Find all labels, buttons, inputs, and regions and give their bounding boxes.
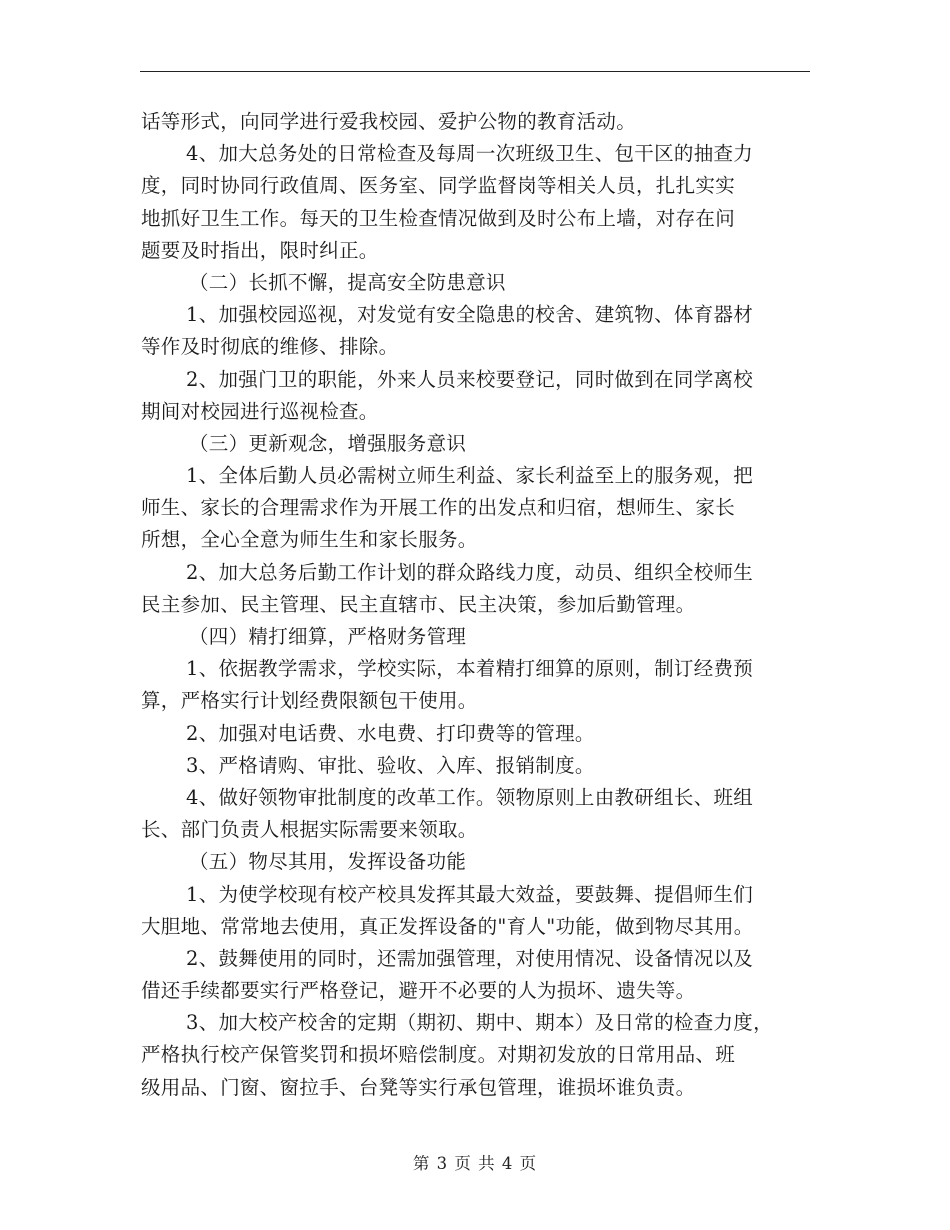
paragraph-line: 4、加大总务处的日常检查及每周一次班级卫生、包干区的抽查力 (186, 142, 754, 166)
section-heading: （二）长抓不懈，提高安全防患意识 (189, 270, 506, 294)
paragraph-line: 师生、家长的合理需求作为开展工作的出发点和归宿，想师生、家长 (141, 496, 736, 520)
paragraph-line: 1、加强校园巡视，对发觉有安全隐患的校舍、建筑物、体育器材 (186, 303, 754, 327)
paragraph-line: 2、加大总务后勤工作计划的群众路线力度，动员、组织全校师生 (186, 560, 754, 584)
paragraph-line: 2、鼓舞使用的同时，还需加强管理，对使用情况、设备情况以及 (186, 946, 754, 970)
paragraph-line: 地抓好卫生工作。每天的卫生检查情况做到及时公布上墙，对存在问 (141, 206, 736, 230)
paragraph-line: 3、加大校产校舍的定期（期初、期中、期本）及日常的检查力度， (186, 1011, 773, 1035)
section-heading: （三）更新观念，增强服务意识 (189, 431, 467, 455)
paragraph-line: 2、加强门卫的职能，外来人员来校要登记，同时做到在同学离校 (186, 367, 754, 391)
paragraph-line: 2、加强对电话费、水电费、打印费等的管理。 (186, 721, 595, 745)
paragraph-line: 所想，全心全意为师生生和家长服务。 (141, 528, 478, 552)
paragraph-line: 大胆地、常常地去使用，真正发挥设备的"育人"功能，做到物尽其用。 (141, 914, 754, 938)
paragraph-line: 1、为使学校现有校产校具发挥其最大效益，要鼓舞、提倡师生们 (186, 882, 754, 906)
paragraph-line: 长、部门负责人根据实际需要来领取。 (141, 818, 478, 842)
page-number-footer: 第 3 页 共 4 页 (412, 1154, 538, 1173)
paragraph-line: 期间对校园进行巡视检查。 (141, 399, 379, 423)
paragraph-line: 1、全体后勤人员必需树立师生利益、家长利益至上的服务观，把 (186, 464, 754, 488)
paragraph-line: 严格执行校产保管奖罚和损坏赔偿制度。对期初发放的日常用品、班 (141, 1043, 736, 1067)
section-heading: （五）物尽其用，发挥设备功能 (189, 850, 467, 874)
paragraph-line: 1、依据教学需求，学校实际，本着精打细算的原则，制订经费预 (186, 657, 754, 681)
document-body (141, 106, 821, 1104)
paragraph-line: 3、严格请购、审批、验收、入库、报销制度。 (186, 753, 595, 777)
paragraph-line: 话等形式，向同学进行爱我校园、爱护公物的教育活动。 (141, 110, 637, 133)
paragraph-line: 算，严格实行计划经费限额包干使用。 (141, 689, 478, 713)
section-heading: （四）精打细算，严格财务管理 (189, 625, 467, 648)
paragraph-line: 等作及时彻底的维修、排除。 (141, 335, 399, 359)
paragraph-line: 4、做好领物审批制度的改革工作。领物原则上由教研组长、班组 (186, 785, 754, 809)
header-rule (140, 71, 810, 72)
paragraph-line: 民主参加、民主管理、民主直辖市、民主决策，参加后勤管理。 (141, 592, 696, 616)
paragraph-line: 借还手续都要实行严格登记，避开不必要的人为损坏、遗失等。 (141, 979, 696, 1003)
paragraph-line: 级用品、门窗、窗拉手、台凳等实行承包管理，谁损坏谁负责。 (141, 1075, 696, 1099)
paragraph-line: 题要及时指出，限时纠正。 (141, 238, 379, 262)
paragraph-line: 度，同时协同行政值周、医务室、同学监督岗等相关人员，扎扎实实 (141, 174, 736, 198)
